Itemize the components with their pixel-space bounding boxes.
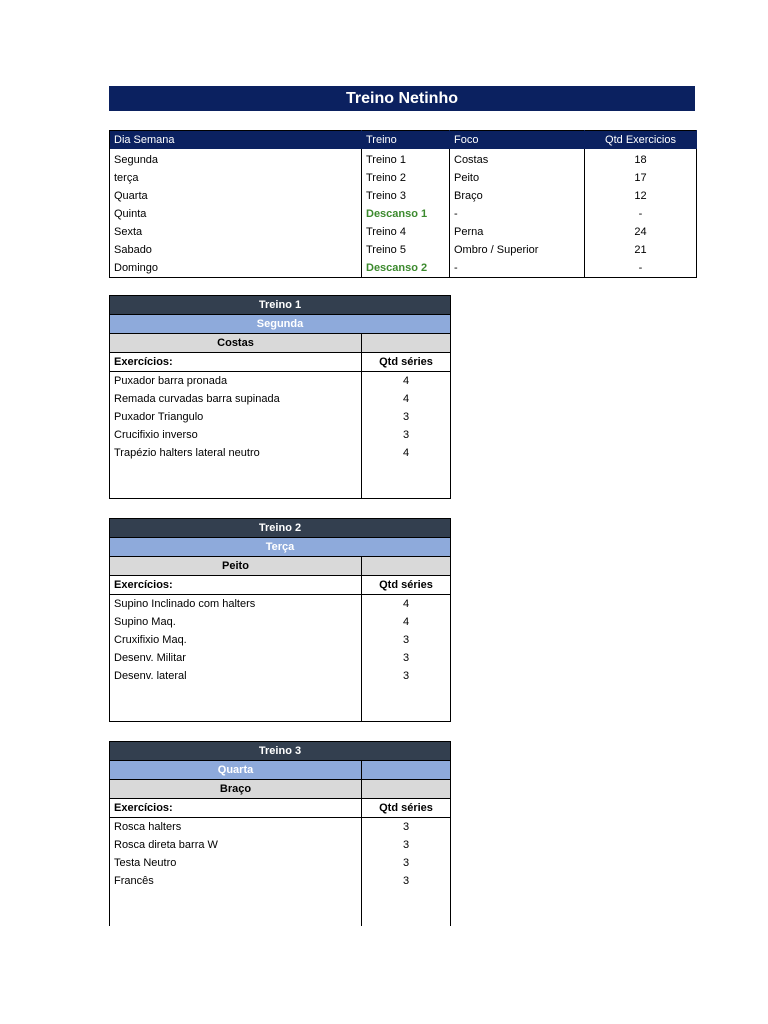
exercise-name: Crucifixio inverso [114, 429, 198, 441]
focus-cell: Peito [450, 169, 585, 187]
workout-day: Quarta [110, 761, 362, 780]
workout-title: Treino 2 [110, 519, 451, 538]
exercise-name: Supino Maq. [114, 616, 176, 628]
table-row [110, 205, 697, 223]
workout-day: Segunda [110, 315, 451, 334]
workout-title: Treino 1 [110, 296, 451, 315]
table-row [110, 187, 697, 205]
exercise-row [110, 595, 451, 614]
exercise-row [110, 444, 451, 462]
focus-empty-cell [362, 334, 451, 353]
day-cell: Sexta [110, 223, 362, 241]
exercises-header: Exercícios: [110, 353, 362, 372]
exercise-name: Rosca direta barra W [114, 839, 218, 851]
exercise-row [110, 872, 451, 890]
count-cell: 17 [585, 169, 697, 187]
exercise-name: Supino Inclinado com halters [114, 598, 256, 610]
exercise-row [110, 818, 451, 837]
exercise-row [110, 426, 451, 444]
focus-cell: Costas [450, 149, 585, 169]
workout-focus: Braço [110, 780, 362, 799]
exercise-row [110, 667, 451, 685]
exercise-name: Trapézio halters lateral neutro [114, 447, 260, 459]
exercise-sets: 3 [362, 854, 451, 872]
exercise-name: Desenv. Militar [114, 652, 186, 664]
exercise-sets: 4 [362, 390, 451, 408]
exercise-sets: 4 [362, 595, 451, 614]
exercise-name: Puxador Triangulo [114, 411, 204, 423]
exercise-sets: 3 [362, 408, 451, 426]
table-row [110, 169, 697, 187]
workout-cell: Treino 5 [362, 241, 450, 259]
focus-cell: Perna [450, 223, 585, 241]
column-header-workout: Treino [362, 131, 450, 150]
day-cell: Quinta [110, 205, 362, 223]
exercise-sets: 3 [362, 667, 451, 685]
count-cell: - [585, 259, 697, 278]
exercise-sets: 3 [362, 631, 451, 649]
workout-day: Terça [110, 538, 451, 557]
day-cell: Quarta [110, 187, 362, 205]
empty-row [110, 703, 451, 722]
exercise-sets: 4 [362, 372, 451, 391]
exercise-row [110, 408, 451, 426]
exercise-sets: 4 [362, 444, 451, 462]
rest-day-cell: Descanso 2 [362, 259, 450, 278]
page-title: Treino Netinho [109, 86, 695, 111]
focus-cell: - [450, 205, 585, 223]
exercise-sets: 3 [362, 649, 451, 667]
focus-cell: Ombro / Superior [450, 241, 585, 259]
focus-empty-cell [362, 557, 451, 576]
exercise-sets: 3 [362, 426, 451, 444]
column-header-day: Dia Semana [110, 131, 362, 150]
exercise-sets: 3 [362, 818, 451, 837]
workout-cell: Treino 3 [362, 187, 450, 205]
exercise-name: Desenv. lateral [114, 670, 187, 682]
table-row [110, 149, 697, 169]
exercise-row [110, 390, 451, 408]
exercise-name: Remada curvadas barra supinada [114, 393, 280, 405]
day-cell: Sabado [110, 241, 362, 259]
exercise-sets: 3 [362, 872, 451, 890]
workout-table-2 [109, 518, 451, 722]
empty-row [110, 890, 451, 908]
exercise-row [110, 613, 451, 631]
sets-header: Qtd séries [362, 576, 451, 595]
exercises-header: Exercícios: [110, 576, 362, 595]
focus-cell: Braço [450, 187, 585, 205]
empty-row [110, 480, 451, 499]
empty-row [110, 908, 451, 926]
workout-title: Treino 3 [110, 742, 451, 761]
count-cell: 24 [585, 223, 697, 241]
workout-cell: Treino 4 [362, 223, 450, 241]
exercise-name: Francês [114, 875, 154, 887]
workout-table-1 [109, 295, 451, 499]
table-row [110, 241, 697, 259]
empty-row [110, 685, 451, 703]
focus-empty-cell [362, 780, 451, 799]
exercise-row [110, 854, 451, 872]
count-cell: - [585, 205, 697, 223]
count-cell: 18 [585, 149, 697, 169]
sets-header: Qtd séries [362, 799, 451, 818]
focus-cell: - [450, 259, 585, 278]
exercise-sets: 4 [362, 613, 451, 631]
exercise-row [110, 631, 451, 649]
summary-header-row [110, 131, 697, 150]
exercise-name: Puxador barra pronada [114, 375, 228, 387]
day-cell: Segunda [110, 149, 362, 169]
empty-row [110, 462, 451, 480]
count-cell: 21 [585, 241, 697, 259]
workout-focus: Peito [110, 557, 362, 576]
exercises-header: Exercícios: [110, 799, 362, 818]
day-empty-cell [362, 761, 451, 780]
exercise-sets: 3 [362, 836, 451, 854]
rest-day-cell: Descanso 1 [362, 205, 450, 223]
day-cell: terça [110, 169, 362, 187]
exercise-name: Cruxifixio Maq. [114, 634, 187, 646]
column-header-count: Qtd Exercicios [585, 131, 697, 150]
exercise-row [110, 836, 451, 854]
day-cell: Domingo [110, 259, 362, 278]
sets-header: Qtd séries [362, 353, 451, 372]
table-row [110, 223, 697, 241]
count-cell: 12 [585, 187, 697, 205]
workout-table-3 [109, 741, 451, 926]
column-header-focus: Foco [450, 131, 585, 150]
workout-focus: Costas [110, 334, 362, 353]
workout-cell: Treino 1 [362, 149, 450, 169]
workout-cell: Treino 2 [362, 169, 450, 187]
exercise-row [110, 372, 451, 391]
weekly-summary-table [109, 130, 697, 278]
table-row [110, 259, 697, 278]
exercise-row [110, 649, 451, 667]
exercise-name: Testa Neutro [114, 857, 177, 869]
exercise-name: Rosca halters [114, 821, 182, 833]
